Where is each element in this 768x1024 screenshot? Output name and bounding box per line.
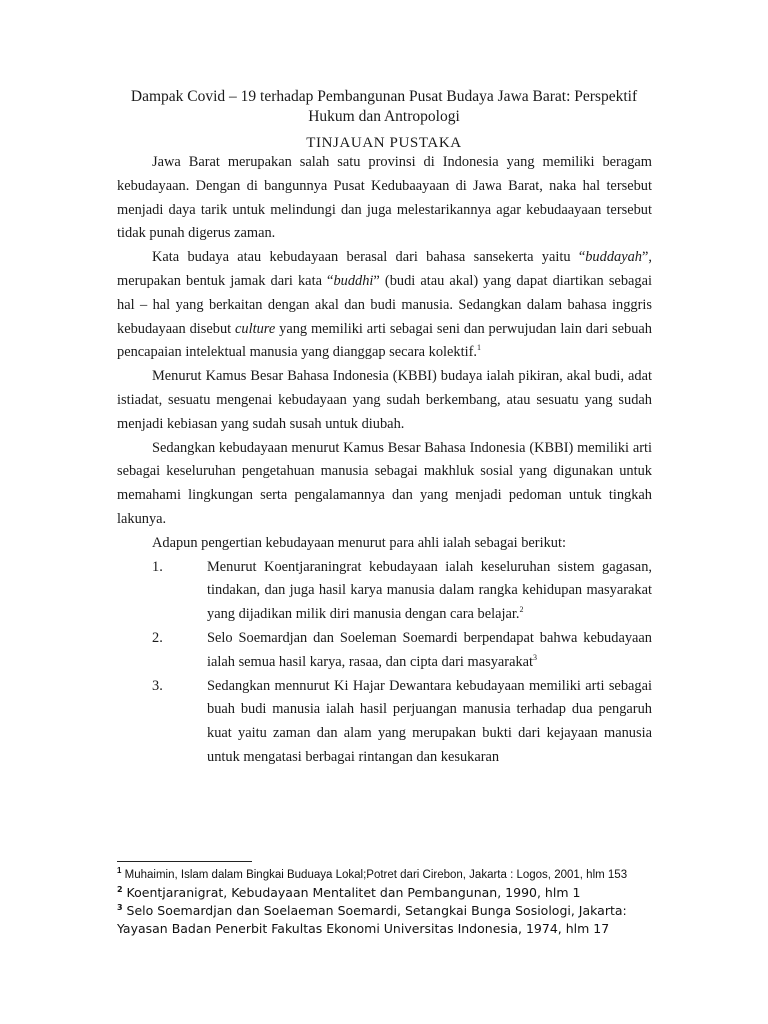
list-item xyxy=(117,556,652,627)
footnote-2-mark: 2 xyxy=(117,884,123,894)
footnote-1 xyxy=(117,866,657,884)
footnote-2-text: Koentjaranigrat, Kebudayaan Mentalitet dan Pembangunan, 1990, hlm 1 xyxy=(122,885,581,900)
paragraph-2-text-b: ”, merupakan bentuk jamak dari kata “ xyxy=(117,249,652,289)
list-item-text: Selo Soemardjan dan Soeleman Soemardi berpendapat bahwa kebudayaan ialah semua hasil karya, rasaa, dan cipta dari masyarakat xyxy=(207,629,652,670)
list-number: 1. xyxy=(152,558,163,575)
term-buddayah: buddayah xyxy=(585,249,642,266)
footnote-1-text: Muhaimin, Islam dalam Bingkai Buduaya Lokal;Potret dari Cirebon, Jakarta : Logos, 2001, hlm 153 xyxy=(121,869,628,881)
footnote-divider xyxy=(117,861,252,862)
footnote-3 xyxy=(117,902,657,938)
footnote-ref-2[interactable]: 2 xyxy=(519,605,524,615)
paragraph-2-text-d: yang memiliki arti sebagai seni dan perwujudan lain dari sebuah pencapaian intelektual manusia yang dianggap secara kolektif. xyxy=(117,320,652,361)
list-item-text: Menurut Koentjaraningrat kebudayaan ialah keseluruhan sistem gagasan, tindakan, dan juga hasil karya manusia dalam rangka kehidupan masyarakat yang dijadikan milik diri manusia dengan cara belajar. xyxy=(207,558,652,623)
title-line-2: Hukum dan Antropologi xyxy=(308,108,460,125)
footnote-1-mark: 1 xyxy=(117,866,122,876)
footnote-2 xyxy=(117,884,657,902)
footnote-3-text: Selo Soemardjan dan Soelaeman Soemardi, Setangkai Bunga Sosiologi, Jakarta: Yayasan Badan Penerbit Fakultas Ekonomi Universitas Indonesia, 1974, hlm 17 xyxy=(117,903,627,936)
paragraph-1: Jawa Barat merupakan salah satu provinsi di Indonesia yang memiliki beragam kebudayaan. Dengan di bangunnya Pusat Kedubaayaan di Jawa Barat, naka hal tersebut menjadi daya tarik untuk melindungi dan juga melestarikannya agar kebudaayaan tersebut tidak punah digerus zaman. xyxy=(117,154,652,242)
list-item xyxy=(117,675,652,770)
paragraph-4: Sedangkan kebudayaan menurut Kamus Besar Bahasa Indonesia (KBBI) memiliki arti sebagai keseluruhan pengetahuan manusia sebagai makhluk sosial yang digunakan untuk memahami lingkungan serta pengalamannya dan yang menjadi pedoman untuk tingkah lakunya. xyxy=(117,439,652,527)
paragraph-3: Menurut Kamus Besar Bahasa Indonesia (KBBI) budaya ialah pikiran, akal budi, adat istiadat, sesuatu mengenai kebudayaan yang sudah berkembang, atau sesuatu yang sudah menjadi kebiasan yang sudah susah untuk diubah. xyxy=(117,368,652,432)
paragraph-2 xyxy=(117,246,652,365)
list-number: 2. xyxy=(152,629,163,646)
footnote-ref-1[interactable]: 1 xyxy=(477,343,482,353)
title-line-1: Dampak Covid – 19 terhadap Pembangunan Pusat Budaya Jawa Barat: Perspektif xyxy=(130,88,638,105)
paragraph-2-text-c: ” (budi atau akal) yang dapat diartikan sebagai hal – hal yang berkaitan dengan akal dan budi manusia. Sedangkan dalam bahasa inggris kebudayaan disebut xyxy=(117,272,652,337)
definition-list xyxy=(117,556,652,770)
footnote-3-mark: 3 xyxy=(117,902,123,912)
term-culture: culture xyxy=(235,320,276,337)
list-item-text: Sedangkan mennurut Ki Hajar Dewantara kebudayaan memiliki arti sebagai buah budi manusia ialah hasil perjuangan manusia terhadap dua pengaruh kuat yaitu zaman dan alam yang merupakan bukti dari kejayaan manusia untuk mengatasi berbagai rintangan dan kesukaran xyxy=(207,677,652,765)
document-title xyxy=(100,87,668,127)
footnote-ref-3[interactable]: 3 xyxy=(533,652,538,662)
document-body xyxy=(117,151,652,770)
section-heading: TINJAUAN PUSTAKA xyxy=(306,135,462,151)
term-buddhi: buddhi xyxy=(333,272,374,289)
list-number: 3. xyxy=(152,677,163,694)
footnotes xyxy=(117,866,657,938)
list-item xyxy=(117,627,652,675)
paragraph-2-text-a: Kata budaya atau kebudayaan berasal dari bahasa sansekerta yaitu “ xyxy=(152,249,586,266)
paragraph-5: Adapun pengertian kebudayaan menurut para ahli ialah sebagai berikut: xyxy=(152,534,566,551)
